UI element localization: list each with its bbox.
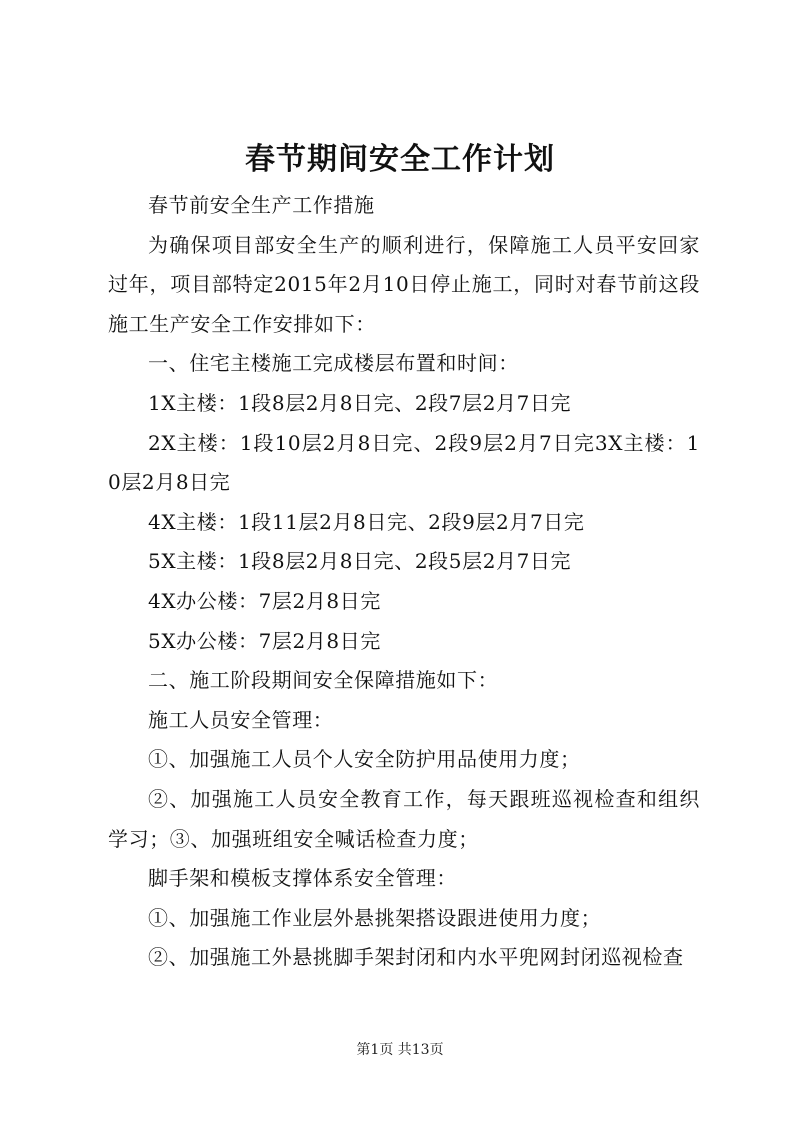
paragraph: ②、加强施工人员安全教育工作，每天跟班巡视检查和组织学习；③、加强班组安全喊话检查力度； [108, 786, 700, 851]
page-footer [0, 1040, 800, 1060]
paragraph: 一、住宅主楼施工完成楼层布置和时间： [148, 351, 519, 376]
paragraph: ②、加强施工外悬挑脚手架封闭和内水平兜网封闭巡视检查 [148, 945, 684, 970]
paragraph: ①、加强施工人员个人安全防护用品使用力度； [148, 747, 581, 772]
paragraph: 5X主楼：1段8层2月8日完、2段5层2月7日完 [148, 549, 572, 574]
paragraph: 2X主楼：1段10层2月8日完、2段9层2月7日完3X主楼：10层2月8日完 [108, 430, 700, 495]
paragraph: 春节前安全生产工作措施 [148, 193, 375, 217]
paragraph: 二、施工阶段期间安全保障措施如下： [148, 668, 499, 693]
paragraph: 4X主楼：1段11层2月8日完、2段9层2月7日完 [148, 509, 585, 534]
paragraph: 1X主楼：1段8层2月8日完、2段7层2月7日完 [148, 390, 572, 415]
paragraph: 施工人员安全管理： [148, 707, 334, 732]
paragraph: 5X办公楼：7层2月8日完 [148, 628, 381, 653]
document-body [108, 186, 700, 978]
paragraph: ①、加强施工作业层外悬挑架搭设跟进使用力度； [148, 905, 602, 930]
paragraph: 4X办公楼：7层2月8日完 [148, 588, 381, 613]
paragraph: 脚手架和模板支撑体系安全管理： [148, 866, 457, 891]
page-number-label: 第1页 共13页 [356, 1042, 444, 1058]
document-title: 春节期间安全工作计划 [245, 142, 555, 177]
paragraph: 为确保项目部安全生产的顺利进行，保障施工人员平安回家过年，项目部特定2015年2月10日停止施工，同时对春节前这段施工生产安全工作安排如下： [108, 232, 700, 336]
